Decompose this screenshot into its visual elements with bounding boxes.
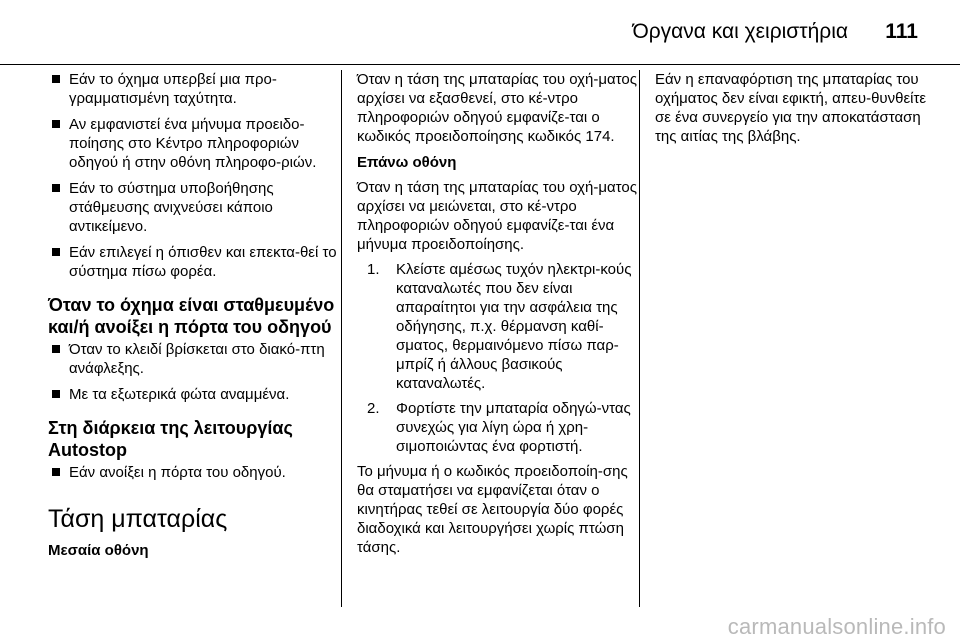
bullet-square-icon [52, 390, 60, 398]
paragraph: Το μήνυμα ή ο κωδικός προειδοποίη-σης θα σταματήσει να εμφανίζεται όταν ο κινητήρας τεθεί σε λειτουργία δύο φορές διαδοχικά και λειτουργήσει χωρίς πτώση τάσης. [357, 463, 628, 556]
bullet-square-icon [52, 120, 60, 128]
bullet-square-icon [52, 248, 60, 256]
step-number: 1. [367, 261, 380, 278]
column-divider [341, 70, 342, 607]
column-middle [357, 70, 639, 563]
list-item: Εάν επιλεγεί η όπισθεν και επεκτα-θεί το σύστημα πίσω φορέα. [48, 243, 338, 281]
page-number: 111 [885, 20, 918, 43]
list-item: Εάν το όχημα υπερβεί μια προ-γραμματισμένη ταχύτητα. [48, 70, 338, 108]
section-heading-autostop: Στη διάρκεια της λειτουργίας Autostop [48, 418, 293, 460]
bullet-square-icon [52, 184, 60, 192]
section-heading-battery: Τάση μπαταρίας [48, 505, 228, 533]
list-item: Αν εμφανιστεί ένα μήνυμα προειδο-ποίησης στο Κέντρο πληροφοριών οδηγού ή στην οθόνη πληροφο-ριών. [48, 115, 338, 172]
numbered-step [367, 399, 639, 456]
step-number: 2. [367, 400, 380, 417]
bullet-square-icon [52, 468, 60, 476]
step-text: Φορτίστε την μπαταρία οδηγώ-ντας συνεχώς για λίγη ώρα ή χρη-σιμοποιώντας ένα φορτιστή. [396, 400, 631, 455]
watermark: carmanualsonline.info [727, 614, 946, 639]
column-left [48, 70, 338, 566]
bullet-square-icon [52, 75, 60, 83]
bullet-square-icon [52, 345, 60, 353]
paragraph: Όταν η τάση της μπαταρίας του οχή-ματος αρχίσει να μειώνεται, στο κέ-ντρο πληροφοριών οδηγού εμφανίζε-ται ένα μήνυμα προειδοποίησης. [357, 179, 637, 253]
list-item: Όταν το κλειδί βρίσκεται στο διακό-πτη ανάφλεξης. [48, 340, 338, 378]
numbered-step [367, 260, 639, 393]
page-header [0, 14, 960, 54]
header-rule [0, 64, 960, 65]
subheading-top-display: Επάνω οθόνη [357, 154, 457, 171]
list-item: Με τα εξωτερικά φώτα αναμμένα. [48, 385, 338, 404]
list-item: Εάν το σύστημα υποβοήθησης στάθμευσης ανιχνεύσει κάποιο αντικείμενο. [48, 179, 338, 236]
column-divider [639, 70, 640, 607]
section-heading-parked: Όταν το όχημα είναι σταθμευμένο και/ή ανοίξει η πόρτα του οδηγού [48, 295, 335, 337]
page-title: Όργανα και χειριστήρια [632, 20, 848, 43]
subheading-mid-display: Μεσαία οθόνη [48, 542, 149, 559]
paragraph: Εάν η επαναφόρτιση της μπαταρίας του οχήματος δεν είναι εφικτή, απευ-θυνθείτε σε ένα συνεργείο για την αποκατάσταση της αιτίας της βλάβης. [655, 71, 927, 145]
paragraph: Όταν η τάση της μπαταρίας του οχή-ματος αρχίσει να εξασθενεί, στο κέ-ντρο πληροφοριών οδηγού εμφανίζε-ται ο κωδικός προειδοποίησης κωδικός 174. [357, 71, 637, 145]
column-right [655, 70, 945, 152]
step-text: Κλείστε αμέσως τυχόν ηλεκτρι-κούς καταναλωτές που δεν είναι απαραίτητοι για την ασφάλεια της οδήγησης, π.χ. θέρμανση καθί-σματος, θερμαινόμενο πίσω παρ-μπρίζ ή άλλους βασικούς καταναλωτές. [396, 261, 632, 392]
list-item: Εάν ανοίξει η πόρτα του οδηγού. [48, 463, 338, 482]
